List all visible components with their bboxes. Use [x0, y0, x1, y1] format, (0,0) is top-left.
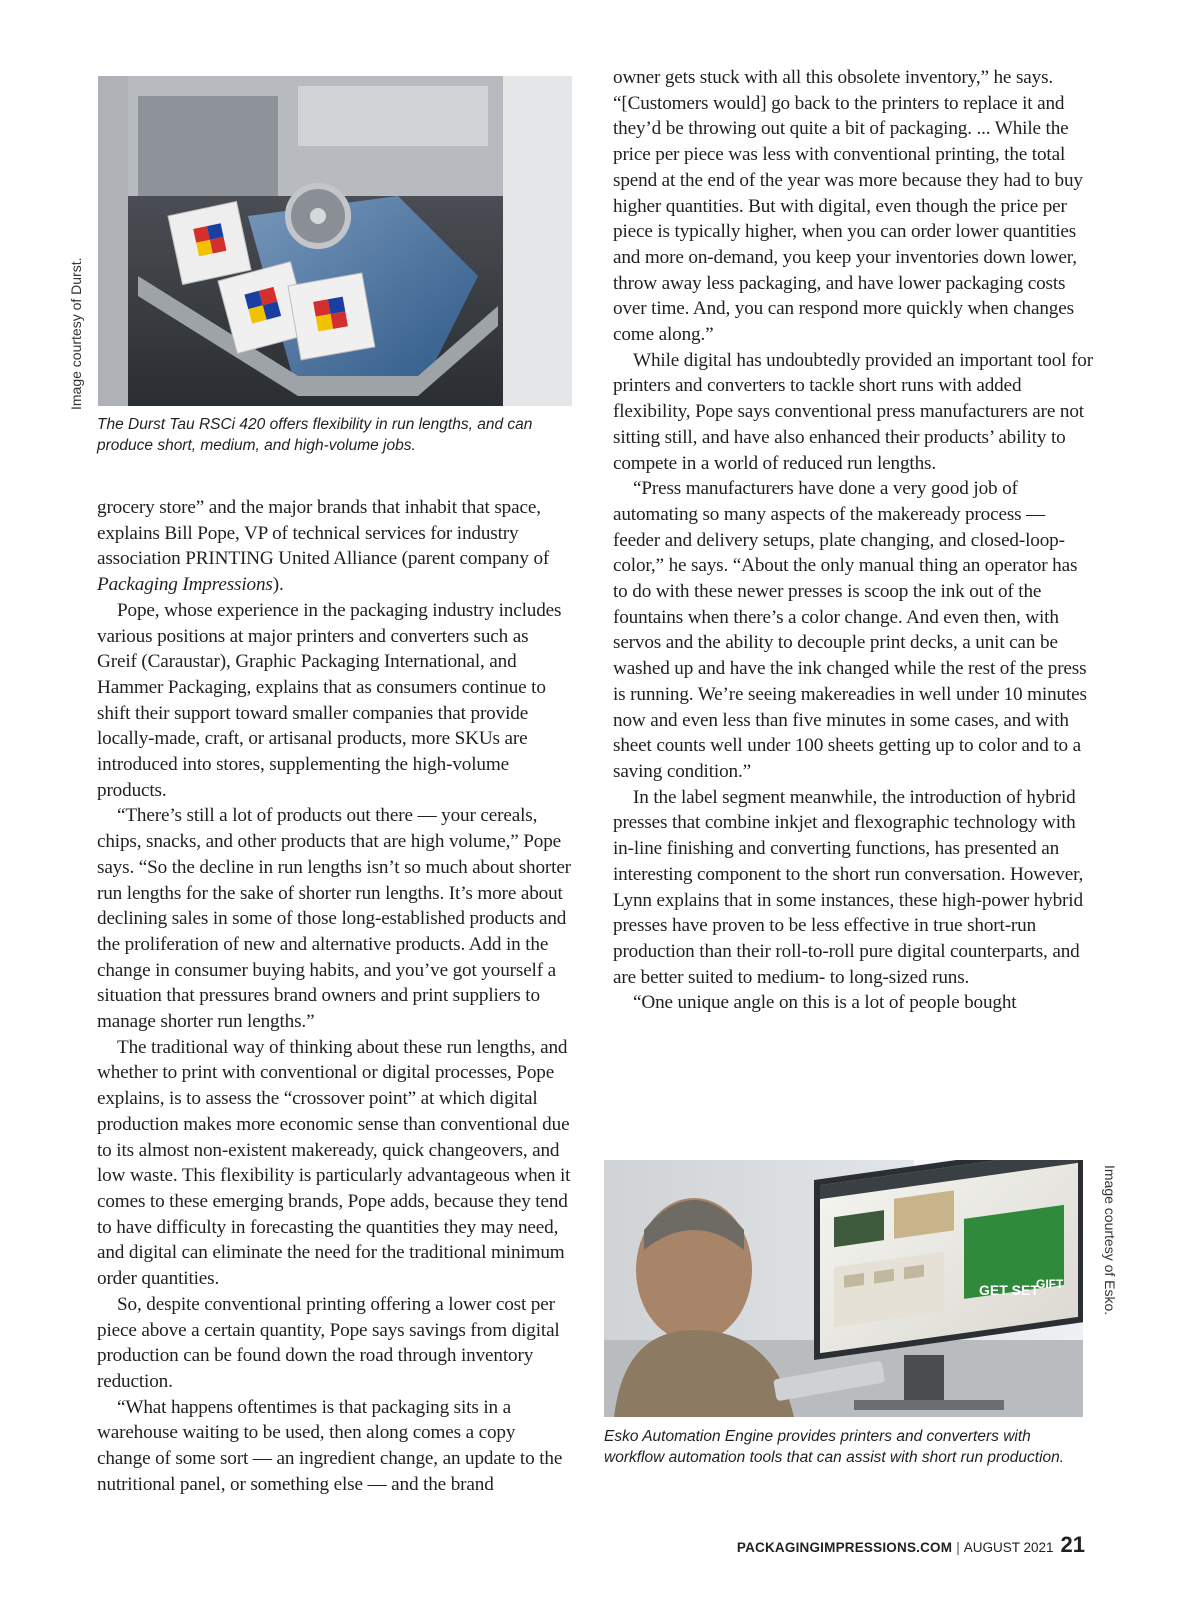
article-column-right: [613, 65, 1093, 1016]
footer-issue-date: AUGUST 2021: [963, 1540, 1054, 1555]
durst-press-photo: [98, 76, 572, 406]
paragraph: [97, 495, 572, 598]
photo-credit-durst: Image courtesy of Durst.: [68, 257, 84, 410]
durst-photo-caption: The Durst Tau RSCi 420 offers flexibility in run lengths, and can produce short, medium, and high-volume jobs.: [97, 416, 533, 454]
article-column-left: [97, 495, 572, 1497]
paragraph: “What happens oftentimes is that packaging sits in a warehouse waiting to be used, then along comes a copy change of some sort — an ingredient change, an update to the nutritional panel, or something else — and the brand: [97, 1396, 563, 1495]
publication-name: Packaging Impressions: [97, 574, 273, 596]
paragraph-text: ).: [272, 574, 284, 596]
footer-separator: |: [956, 1540, 960, 1555]
page-number: 21: [1060, 1532, 1085, 1557]
page-footer: [737, 1532, 1085, 1558]
paragraph: Pope, whose experience in the packaging industry includes various positions at major printers and converters such as Greif (Caraustar), Graphic Packaging International, and Hammer Packaging, explains that as consumers continue to shift their support toward smaller companies that provide locally-made, craft, or artisanal products, more SKUs are introduced into stores, supplementing the high-volume products.: [97, 599, 562, 801]
paragraph: “There’s still a lot of products out there — your cereals, chips, snacks, and other products that are high volume,” Pope says. “So the decline in run lengths isn’t so much about shorter run lengths for the sake of shorter run lengths. It’s more about declining sales in some of those long-established products and the proliferation of new and alternative products. Add in the change in consumer buying habits, and you’ve got yourself a situation that pressures brand owners and print suppliers to manage shorter run lengths.”: [97, 805, 571, 1033]
paragraph: owner gets stuck with all this obsolete inventory,” he says. “[Customers would] go back to the printers to replace it and they’d be throwing out quite a bit of packaging. ... While the price per piece was less with conventional printing, the total spend at the end of the year was more because they had to buy higher quantities. But with digital, even though the price per piece is typically higher, when you can order lower quantities and more on-demand, you keep your inventories down lower, throw away less packaging, and have lower packaging costs over time. And, you can respond more quickly when changes come along.”: [613, 67, 1083, 346]
esko-photo-caption: Esko Automation Engine provides printers and converters with workflow automation tools that can assist with short run production.: [604, 1428, 1065, 1466]
paragraph-text: grocery store” and the major brands that inhabit that space, explains Bill Pope, VP of technical services for industry association PRINTING United Alliance (parent company of: [97, 497, 550, 570]
paragraph: So, despite conventional printing offering a lower cost per piece above a certain quantity, Pope says savings from digital production can be found down the road through inventory reduction.: [97, 1293, 560, 1392]
footer-website: PACKAGINGIMPRESSIONS.COM: [736, 1540, 953, 1555]
paragraph: The traditional way of thinking about these run lengths, and whether to print with conventional or digital processes, Pope explains, is to assess the “crossover point” at which digital production makes more economic sense than conventional due to its almost non-existent makeready, quick changeovers, and low waste. This flexibility is particularly advantageous when it comes to these emerging brands, Pope adds, because they tend to have difficulty in forecasting the quantities they may need, and digital can eliminate the need for the traditional minimum order quantities.: [97, 1036, 571, 1290]
paragraph: In the label segment meanwhile, the introduction of hybrid presses that combine inkjet and flexographic technology with in-line finishing and converting functions, has presented an interesting component to the short run conversation. However, Lynn explains that in some instances, these high-power hybrid presses have proven to be less effective in true short-run production than their roll-to-roll pure digital counterparts, and are better suited to medium- to long-sized runs.: [613, 786, 1084, 988]
paragraph: “One unique angle on this is a lot of people bought: [633, 992, 1017, 1014]
paragraph: “Press manufacturers have done a very good job of automating so many aspects of the makeready process — feeder and delivery setups, plate changing, and closed-loop-color,” he says. “About the only manual thing an operator has to do with these newer presses is scoop the ink out of the fountains when there’s a color change. And even then, with servos and the ability to decouple print decks, a unit can be washed up and have the ink changed while the rest of the press is running. We’re seeing makereadies in well under 10 minutes now and even less than five minutes in some cases, and with sheet counts well under 100 sheets getting up to color and to a saving condition.”: [613, 478, 1087, 782]
photo-credit-esko: Image courtesy of Esko.: [1102, 1165, 1118, 1316]
esko-workstation-photo: [604, 1160, 1083, 1417]
paragraph: While digital has undoubtedly provided an important tool for printers and converters to tackle short runs with added flexibility, Pope says conventional press manufacturers are not sitting still, and have also enhanced their products’ ability to compete in a world of reduced run lengths.: [613, 349, 1093, 474]
screen-badge-text: GIFT: [1036, 1277, 1064, 1291]
screen-badge-text: GET SET: [979, 1282, 1039, 1298]
